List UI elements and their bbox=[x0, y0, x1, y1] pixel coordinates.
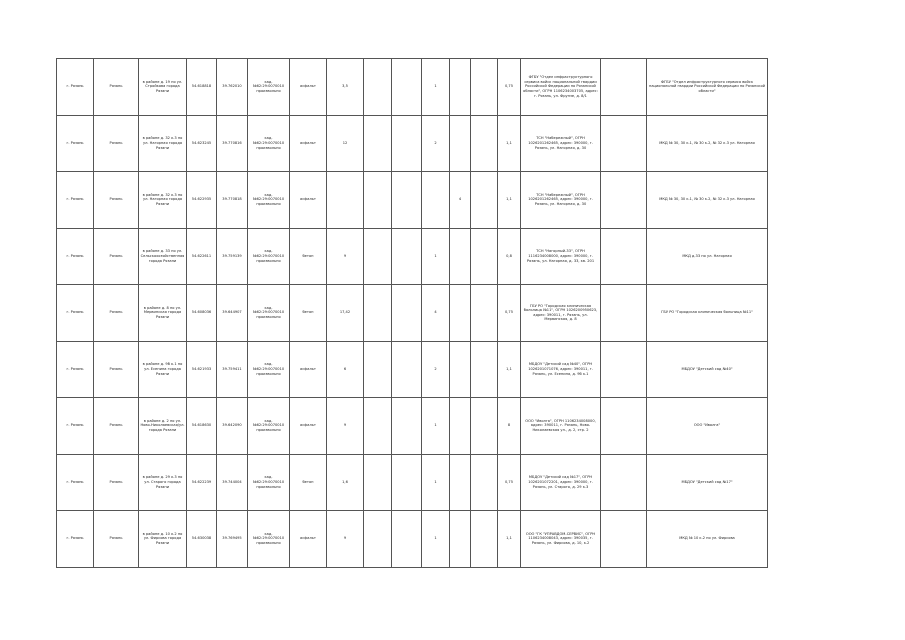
region-cell: Рязань bbox=[94, 285, 139, 342]
address-cell: в районе д. 10 к.2 по ул. Фирсова города Рязани bbox=[139, 511, 187, 568]
owner-cell: ООО "Иволга", ОГРН 1106234008000, адрес: 390011, г. Рязань, Ново-Николаевская ул., д. 2, стр. 2 bbox=[521, 398, 601, 455]
longitude-cell: 39.744004 bbox=[217, 454, 248, 511]
waste-sites-table bbox=[56, 58, 768, 568]
longitude-cell: 39.770818 bbox=[217, 172, 248, 229]
empty-cell bbox=[392, 285, 422, 342]
empty-cell bbox=[392, 398, 422, 455]
city-cell: г. Рязань bbox=[57, 228, 94, 285]
owner-cell: ТСН "Нагорный-33", ОГРН 1116234008000, адрес: 390000, г. Рязань, ул. Нагорная, д. 33, кв. 201 bbox=[521, 228, 601, 285]
volume-cell: 1,1 bbox=[498, 172, 521, 229]
region-cell: Рязань bbox=[94, 59, 139, 116]
city-cell: г. Рязань bbox=[57, 285, 94, 342]
containers-cell: 2 bbox=[422, 115, 450, 172]
registry-sheet bbox=[56, 58, 767, 567]
longitude-cell: 39.642090 bbox=[217, 398, 248, 455]
empty-cell bbox=[601, 341, 647, 398]
count-cell bbox=[450, 398, 471, 455]
count-cell bbox=[450, 115, 471, 172]
region-cell: Рязань bbox=[94, 511, 139, 568]
empty-cell bbox=[364, 172, 392, 229]
cadastral-cell: кад.№62:29:0070010 произвольно bbox=[248, 59, 290, 116]
table-row bbox=[57, 115, 768, 172]
owner-cell: ФГБУ "Отдел инфраструктурного сервиса войск национальной гвардии Российской Федерации по Рязанской области", ОГРН 1106234003705, адрес: г. Рязань, ул. Фрунзе, д. 8/1 bbox=[521, 59, 601, 116]
sources-cell: МКД № 30, 30 к.1, № 30 к.2, № 32 к.3 ул. Нагорная bbox=[647, 115, 768, 172]
empty-cell bbox=[471, 285, 498, 342]
table-row bbox=[57, 172, 768, 229]
table-row bbox=[57, 511, 768, 568]
region-cell: Рязань bbox=[94, 172, 139, 229]
surface-cell: бетон bbox=[290, 454, 327, 511]
containers-cell: 4 bbox=[422, 285, 450, 342]
longitude-cell: 39.759139 bbox=[217, 228, 248, 285]
city-cell: г. Рязань bbox=[57, 398, 94, 455]
containers-cell: 1 bbox=[422, 59, 450, 116]
empty-cell bbox=[364, 341, 392, 398]
volume-cell: 8 bbox=[498, 398, 521, 455]
owner-cell: ТСН "Набережный", ОГРН 1026201262465, адрес: 390000, г. Рязань, ул. Нагорная, д. 30 bbox=[521, 172, 601, 229]
table-row bbox=[57, 228, 768, 285]
empty-cell bbox=[471, 511, 498, 568]
volume-cell: 1,1 bbox=[498, 341, 521, 398]
owner-cell: ГБУ РО "Городская клиническая больница №11", ОГРН 1026200950623, адрес: 390011, г. Рязань, ул. Мервинская, д. 8 bbox=[521, 285, 601, 342]
cadastral-cell: кад.№62:29:0070010 произвольно bbox=[248, 511, 290, 568]
owner-cell: ООО "ГК "УПРАВДОМ-СЕРВИС", ОГРН 1106234008043, адрес: 390035, г. Рязань, ул. Фирсова, д. 10, к.2 bbox=[521, 511, 601, 568]
containers-cell: 1 bbox=[422, 398, 450, 455]
longitude-cell: 39.644907 bbox=[217, 285, 248, 342]
sources-cell: МБДОУ "Детский сад №17" bbox=[647, 454, 768, 511]
cadastral-cell: кад.№62:29:0070010 произвольно bbox=[248, 341, 290, 398]
surface-cell: асфальт bbox=[290, 59, 327, 116]
empty-cell bbox=[601, 59, 647, 116]
area-cell: 9 bbox=[327, 511, 364, 568]
empty-cell bbox=[601, 454, 647, 511]
cadastral-cell: кад.№62:29:0070010 произвольно bbox=[248, 454, 290, 511]
empty-cell bbox=[601, 285, 647, 342]
surface-cell: асфальт bbox=[290, 115, 327, 172]
empty-cell bbox=[364, 454, 392, 511]
count-cell bbox=[450, 511, 471, 568]
address-cell: в районе д. 19 по ул. Стройкова города Рязани bbox=[139, 59, 187, 116]
owner-cell: ТСН "Набережный", ОГРН 1026201262465, адрес: 390000, г. Рязань, ул. Нагорная, д. 30 bbox=[521, 115, 601, 172]
empty-cell bbox=[392, 115, 422, 172]
volume-cell: 1,1 bbox=[498, 115, 521, 172]
empty-cell bbox=[601, 398, 647, 455]
area-cell: 6 bbox=[327, 341, 364, 398]
area-cell: 1,6 bbox=[327, 454, 364, 511]
longitude-cell: 39.770816 bbox=[217, 115, 248, 172]
table-row bbox=[57, 454, 768, 511]
count-cell bbox=[450, 285, 471, 342]
empty-cell bbox=[364, 511, 392, 568]
count-cell bbox=[450, 341, 471, 398]
longitude-cell: 39.759411 bbox=[217, 341, 248, 398]
address-cell: в районе д. 29 к.3 по ул. Старого города Рязани bbox=[139, 454, 187, 511]
owner-cell: МБДОУ "Детский сад №40", ОГРН 1026201071076, адрес: 390011, г. Рязань, ул. Есенина, д. 9б к.1 bbox=[521, 341, 601, 398]
sources-cell: МКД д.33 по ул. Нагорная bbox=[647, 228, 768, 285]
volume-cell: 0,75 bbox=[498, 59, 521, 116]
cadastral-cell: кад.№62:29:0070010 произвольно bbox=[248, 172, 290, 229]
containers-cell bbox=[422, 172, 450, 229]
empty-cell bbox=[471, 228, 498, 285]
address-cell: в районе д. 32 к.3 по ул. Нагорная города Рязани bbox=[139, 115, 187, 172]
empty-cell bbox=[364, 59, 392, 116]
area-cell: 12 bbox=[327, 115, 364, 172]
volume-cell: 1,1 bbox=[498, 511, 521, 568]
empty-cell bbox=[471, 59, 498, 116]
table-row bbox=[57, 59, 768, 116]
latitude-cell: 54.618818 bbox=[187, 59, 217, 116]
region-cell: Рязань bbox=[94, 454, 139, 511]
empty-cell bbox=[392, 341, 422, 398]
surface-cell: асфальт bbox=[290, 172, 327, 229]
city-cell: г. Рязань bbox=[57, 59, 94, 116]
latitude-cell: 54.622239 bbox=[187, 454, 217, 511]
address-cell: в районе д. 9б к.1 по ул. Есенина города Рязани bbox=[139, 341, 187, 398]
area-cell: 9 bbox=[327, 228, 364, 285]
empty-cell bbox=[364, 115, 392, 172]
empty-cell bbox=[392, 511, 422, 568]
table-row bbox=[57, 398, 768, 455]
empty-cell bbox=[601, 115, 647, 172]
latitude-cell: 54.608036 bbox=[187, 285, 217, 342]
area-cell: 9 bbox=[327, 398, 364, 455]
longitude-cell: 39.762010 bbox=[217, 59, 248, 116]
sources-cell: ФГБУ "Отдел инфраструктурного сервиса войск национальной гвардии Российской Федерации по Рязанской области" bbox=[647, 59, 768, 116]
latitude-cell: 54.623245 bbox=[187, 115, 217, 172]
area-cell: 3,5 bbox=[327, 59, 364, 116]
cadastral-cell: кад.№62:29:0070010 произвольно bbox=[248, 228, 290, 285]
surface-cell: асфальт bbox=[290, 341, 327, 398]
sources-cell: ГБУ РО "Городская клиническая больница №11" bbox=[647, 285, 768, 342]
containers-cell: 1 bbox=[422, 511, 450, 568]
city-cell: г. Рязань bbox=[57, 454, 94, 511]
count-cell bbox=[450, 228, 471, 285]
volume-cell: 0,75 bbox=[498, 454, 521, 511]
region-cell: Рязань bbox=[94, 228, 139, 285]
cadastral-cell: кад.№62:29:0070010 произвольно bbox=[248, 285, 290, 342]
surface-cell: асфальт bbox=[290, 398, 327, 455]
surface-cell: бетон bbox=[290, 228, 327, 285]
containers-cell: 2 bbox=[422, 341, 450, 398]
empty-cell bbox=[601, 511, 647, 568]
cadastral-cell: кад.№62:29:0070010 произвольно bbox=[248, 398, 290, 455]
empty-cell bbox=[601, 228, 647, 285]
city-cell: г. Рязань bbox=[57, 172, 94, 229]
volume-cell: 0,8 bbox=[498, 228, 521, 285]
cadastral-cell: кад.№62:29:0070010 произвольно bbox=[248, 115, 290, 172]
table-row bbox=[57, 285, 768, 342]
latitude-cell: 54.630038 bbox=[187, 511, 217, 568]
latitude-cell: 54.622611 bbox=[187, 228, 217, 285]
latitude-cell: 54.621933 bbox=[187, 341, 217, 398]
empty-cell bbox=[392, 59, 422, 116]
sources-cell: МКД № 10 к.2 по ул. Фирсова bbox=[647, 511, 768, 568]
latitude-cell: 54.622935 bbox=[187, 172, 217, 229]
empty-cell bbox=[471, 398, 498, 455]
empty-cell bbox=[471, 172, 498, 229]
empty-cell bbox=[392, 228, 422, 285]
table-row bbox=[57, 341, 768, 398]
area-cell bbox=[327, 172, 364, 229]
count-cell: 4 bbox=[450, 172, 471, 229]
containers-cell: 1 bbox=[422, 454, 450, 511]
count-cell bbox=[450, 454, 471, 511]
containers-cell: 1 bbox=[422, 228, 450, 285]
count-cell bbox=[450, 59, 471, 116]
address-cell: в районе д. 33 по ул. Сельскохозяйственная города Рязани bbox=[139, 228, 187, 285]
empty-cell bbox=[471, 115, 498, 172]
latitude-cell: 54.618630 bbox=[187, 398, 217, 455]
address-cell: в районе д. 32 к.3 по ул. Нагорная города Рязани bbox=[139, 172, 187, 229]
empty-cell bbox=[471, 341, 498, 398]
sources-cell: МБДОУ "Детский сад №40" bbox=[647, 341, 768, 398]
area-cell: 17,42 bbox=[327, 285, 364, 342]
empty-cell bbox=[392, 172, 422, 229]
longitude-cell: 39.769495 bbox=[217, 511, 248, 568]
sources-cell: ООО "Иволга" bbox=[647, 398, 768, 455]
volume-cell: 0,75 bbox=[498, 285, 521, 342]
city-cell: г. Рязань bbox=[57, 341, 94, 398]
address-cell: в районе д. 2 по ул. Ново-Николаевская/ул. города Рязани bbox=[139, 398, 187, 455]
surface-cell: асфальт bbox=[290, 511, 327, 568]
address-cell: в районе д. 8 по ул. Мервинская города Рязани bbox=[139, 285, 187, 342]
empty-cell bbox=[364, 228, 392, 285]
sources-cell: МКД № 30, 30 к.1, № 30 к.2, № 32 к.3 ул. Нагорная bbox=[647, 172, 768, 229]
region-cell: Рязань bbox=[94, 115, 139, 172]
empty-cell bbox=[392, 454, 422, 511]
empty-cell bbox=[364, 285, 392, 342]
owner-cell: МБДОУ "Детский сад №17", ОГРН 1026201072201, адрес: 390000, г. Рязань, ул. Старого, д. 29 к.3 bbox=[521, 454, 601, 511]
surface-cell: бетон bbox=[290, 285, 327, 342]
empty-cell bbox=[601, 172, 647, 229]
city-cell: г. Рязань bbox=[57, 115, 94, 172]
region-cell: Рязань bbox=[94, 341, 139, 398]
empty-cell bbox=[471, 454, 498, 511]
city-cell: г. Рязань bbox=[57, 511, 94, 568]
region-cell: Рязань bbox=[94, 398, 139, 455]
empty-cell bbox=[364, 398, 392, 455]
